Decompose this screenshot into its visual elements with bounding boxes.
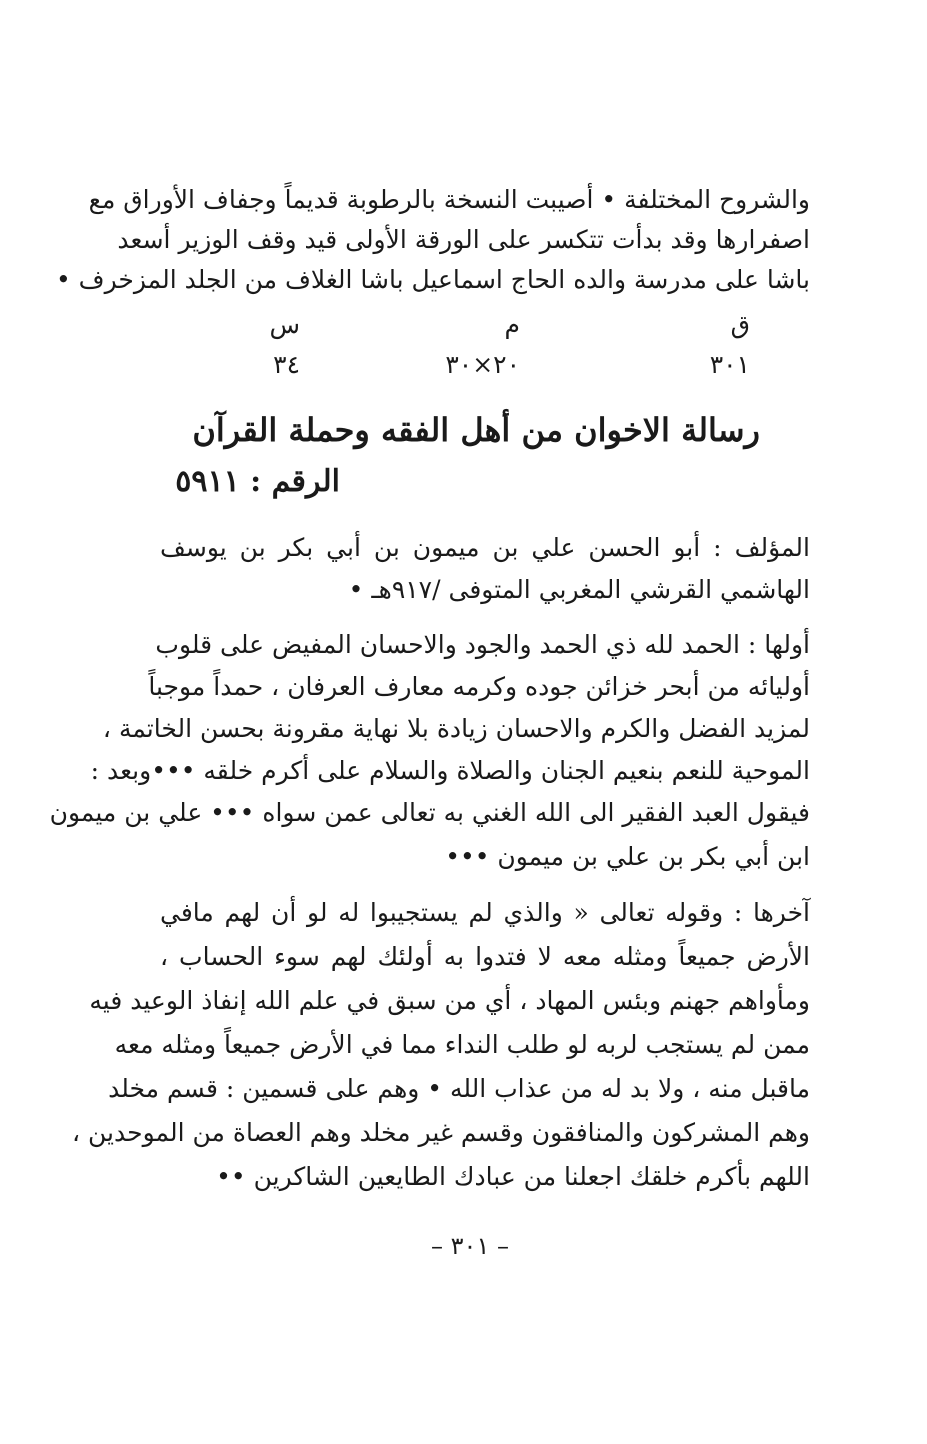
manuscript-title: رسالة الاخوان من أهل الفقه وحملة القرآن: [192, 411, 760, 449]
beginning-line-6: ابن أبي بكر بن علي بن ميمون •••: [445, 842, 810, 871]
beginning-line-1: أولها : الحمد لله ذي الحمد والجود والاحسان المفيض على قلوب: [155, 630, 810, 659]
intro-line-3: باشا على مدرسة والده الحاج اسماعيل باشا الغلاف من الجلد المزخرف •: [55, 265, 810, 294]
label-size: م: [504, 310, 520, 339]
author-line-2: الهاشمي القرشي المغربي المتوفى /٩١٧هـ •: [348, 575, 810, 604]
label-folios: ق: [730, 310, 750, 339]
ending-line-1: آخرها : وقوله تعالى « والذي لم يستجيبوا له لو أن لهم مافي: [160, 898, 810, 927]
intro-line-1: والشروح المختلفة • أصيبت النسخة بالرطوبة قديماً وجفاف الأوراق مع: [88, 185, 810, 214]
author-line-1: المؤلف : أبو الحسن علي بن ميمون بن أبي بكر بن يوسف: [160, 533, 810, 562]
beginning-line-4: الموحية للنعم بنعيم الجنان والصلاة والسلام على أكرم خلقه •••وبعد :: [90, 756, 810, 785]
intro-line-2: اصفرارها وقد بدأت تتكسر على الورقة الأولى قيد وقف الوزير أسعد: [117, 225, 810, 254]
ending-line-6: وهم المشركون والمنافقون وقسم غير مخلد وهم العصاة من الموحدين ،: [72, 1118, 810, 1147]
measurements-labels-row: [250, 305, 750, 345]
value-lines: ٣٤: [273, 350, 300, 379]
ending-line-3: ومأواهم جهنم وبئس المهاد ، أي من سبق في علم الله إنفاذ الوعيد فيه: [89, 986, 810, 1015]
value-size: ٢٠×٣٠: [445, 350, 520, 379]
value-folios: ٣٠١: [709, 350, 750, 379]
ending-line-5: ماقبل منه ، ولا بد له من عذاب الله • وهم على قسمين : قسم مخلد: [108, 1074, 810, 1103]
catalogue-number: الرقم : ٥٩١١: [175, 464, 340, 499]
ending-line-4: ممن لم يستجب لربه لو طلب النداء مما في الأرض جميعاً ومثله معه: [114, 1030, 810, 1059]
page-number: – ٣٠١ –: [431, 1232, 509, 1260]
beginning-line-2: أوليائه من أبحر خزائن جوده وكرمه معارف العرفان ، حمداً موجباً: [148, 672, 810, 701]
beginning-line-5: فيقول العبد الفقير الى الله الغني به تعالى عمن سواه ••• علي بن ميمون: [49, 798, 810, 827]
measurements-values-row: [250, 345, 750, 385]
beginning-line-3: لمزيد الفضل والكرم والاحسان زيادة بلا نهاية مقرونة بحسن الخاتمة ،: [102, 714, 810, 743]
ending-line-7: اللهم بأكرم خلقك اجعلنا من عبادك الطايعين الشاكرين ••: [216, 1162, 810, 1191]
ending-line-2: الأرض جميعاً ومثله معه لا فتدوا به أولئك لهم سوء الحساب ،: [160, 942, 810, 971]
label-lines: س: [269, 310, 300, 339]
